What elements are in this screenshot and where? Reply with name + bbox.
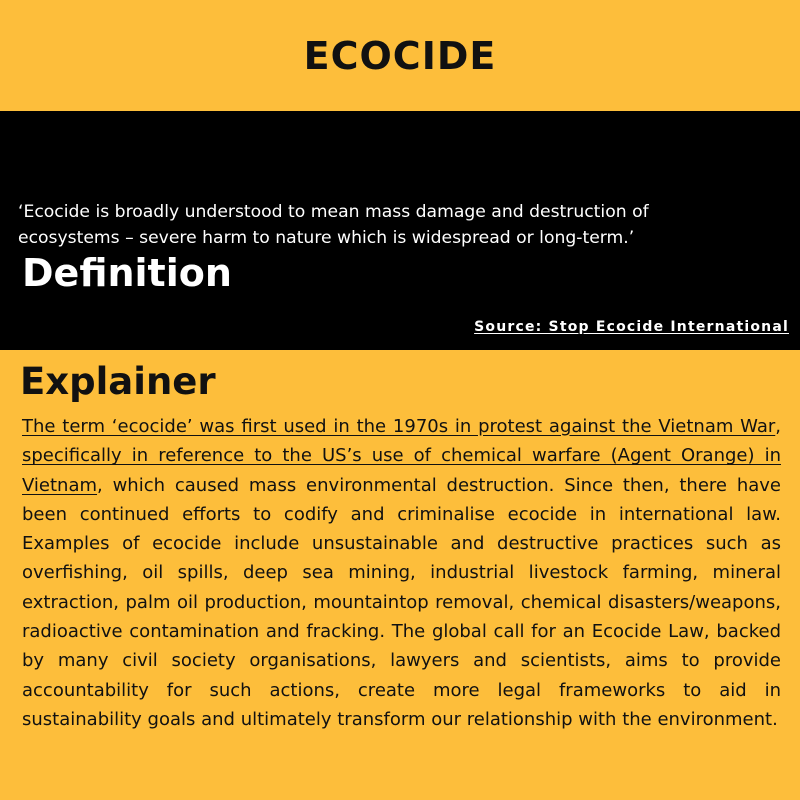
page-title: ECOCIDE [303, 33, 497, 78]
definition-panel [0, 111, 800, 350]
definition-heading: Definition [22, 251, 232, 295]
title-banner [0, 0, 800, 111]
explainer-separator: , [775, 416, 781, 437]
explainer-body [22, 412, 781, 734]
explainer-text: , which caused mass environmental destruction. Since then, there have been continued efforts to codify and criminalise ecocide in international law. Examples of ecocide include unsustainable and destructive practices such as overfishing, oil spills, deep sea mining, industrial livestock farming, mineral extraction, palm oil production, mountaintop removal, chemical disasters/weapons, radioactive contamination and fracking. The global call for an Ecocide Law, backed by many civil society organisations, lawyers and scientists, aims to provide accountability for such actions, create more legal frameworks to aid in sustainability goals and ultimately transform our relationship with the environment. [22, 474, 781, 730]
vietnam-war-link[interactable]: The term ‘ecocide’ was first used in the 1970s in protest against the Vietnam War [22, 416, 776, 437]
definition-text: ‘Ecocide is broadly understood to mean mass damage and destruction of ecosystems – severe harm to nature which is widespread or long-term.’ [18, 202, 649, 248]
agent-orange-link[interactable]: specifically in reference to the US’s use of chemical warfare (Agent Orange) in Vietnam [22, 445, 781, 496]
explainer-heading: Explainer [20, 360, 216, 403]
definition-source-link[interactable]: Source: Stop Ecocide International [474, 319, 789, 335]
